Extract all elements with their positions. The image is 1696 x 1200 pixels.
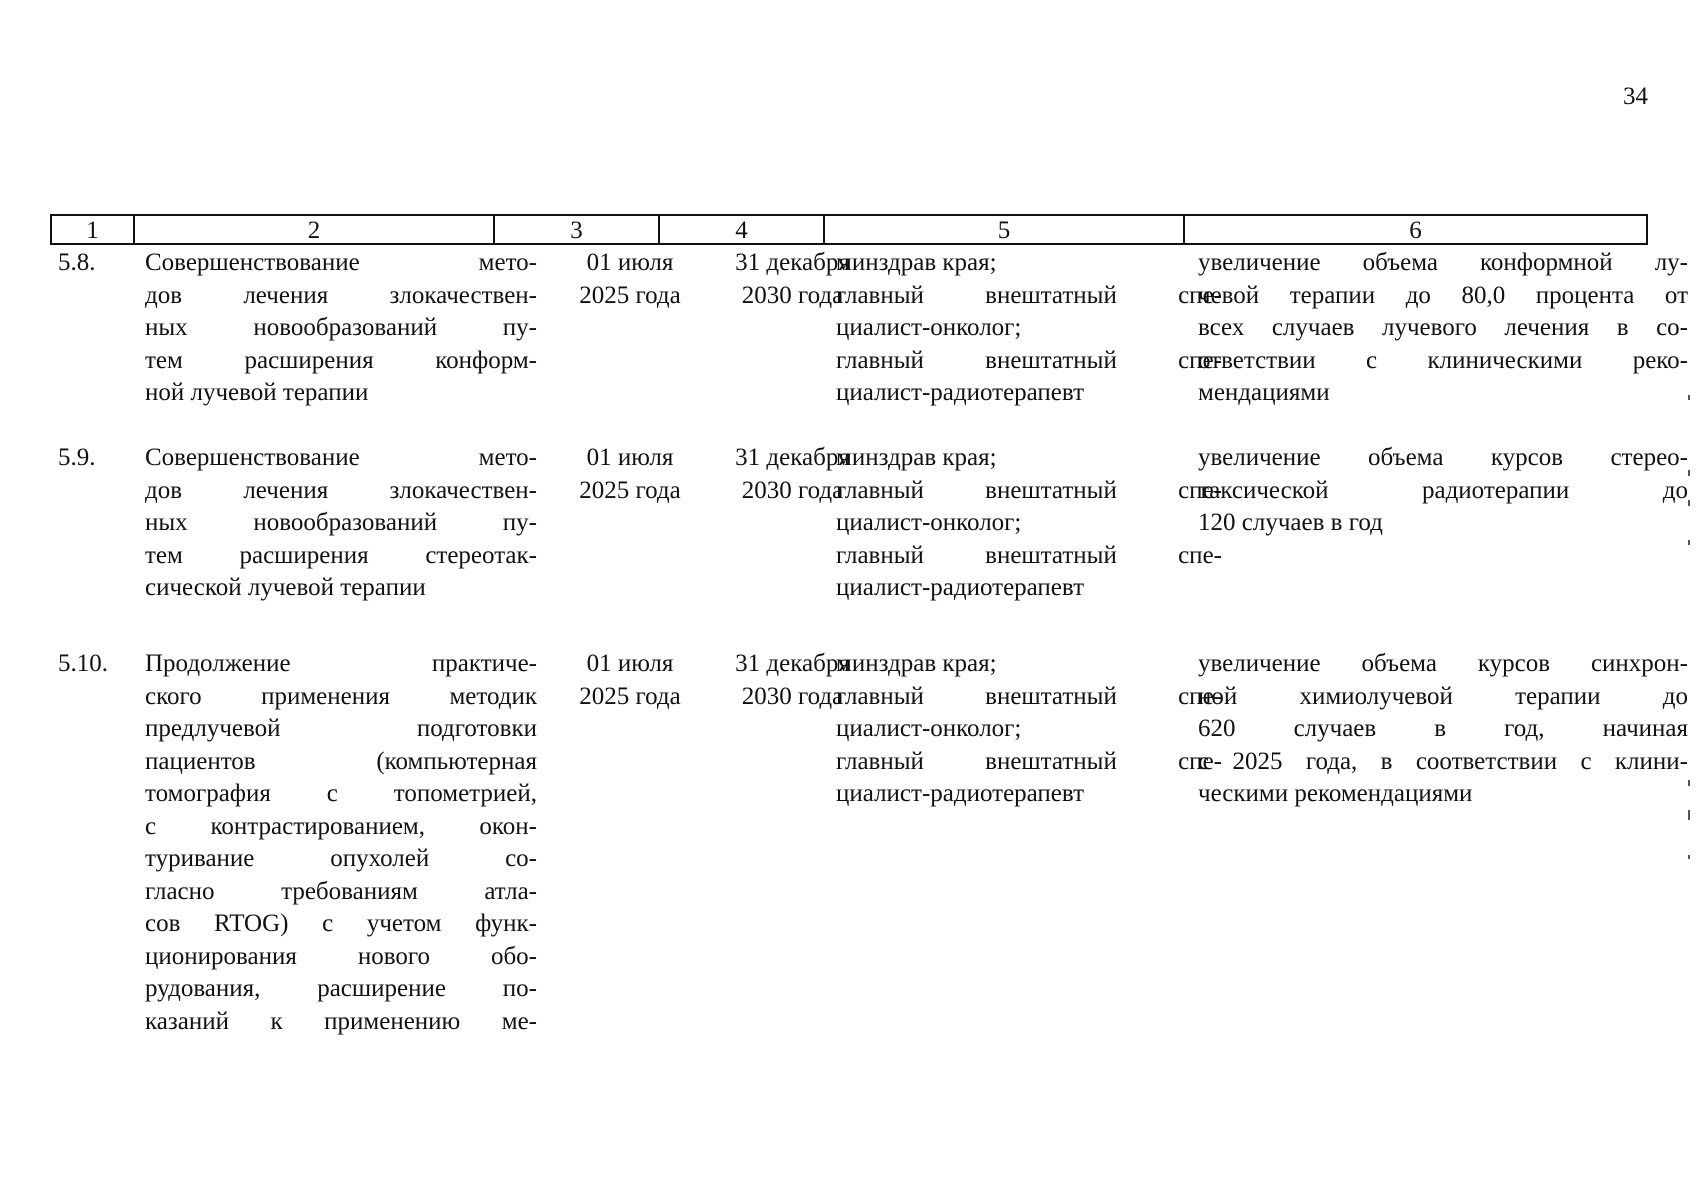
responsible-executors <box>836 648 1222 811</box>
responsible-line: циалист-радиотерапевт <box>836 379 1085 406</box>
scan-mark <box>1688 780 1690 786</box>
activity-name-line: томография с топометрией, <box>145 780 537 807</box>
expected-result <box>1198 247 1688 410</box>
scan-mark <box>1688 855 1690 859</box>
header-col-3: 3 <box>495 216 660 243</box>
end-date-line: 2030 года <box>741 682 844 710</box>
row-number: 5.8. <box>58 249 96 276</box>
result-line: 120 случаев в год <box>1198 509 1383 536</box>
page-number: 34 <box>1623 83 1648 110</box>
header-col-5: 5 <box>825 216 1185 243</box>
responsible-line: главный внештатный спе- <box>836 541 1222 569</box>
scan-mark <box>1688 500 1690 506</box>
activity-name-line: ных новообразований пу- <box>145 314 537 341</box>
activity-name-line: Совершенствование мето- <box>145 444 537 471</box>
responsible-line: главный внештатный спе- <box>836 281 1222 309</box>
activity-name-line: Совершенствование мето- <box>145 249 537 276</box>
responsible-line: минздрав края; <box>836 650 997 677</box>
row-number: 5.9. <box>58 444 96 471</box>
activity-name-line: гласно требованиям атла- <box>145 877 537 905</box>
responsible-executors <box>836 442 1222 605</box>
start-date-line: 01 июля <box>586 249 674 276</box>
responsible-line: циалист-радиотерапевт <box>836 574 1085 601</box>
responsible-line: главный внештатный спе- <box>836 476 1222 504</box>
activity-name-line: ционирования нового обо- <box>145 942 537 970</box>
result-line: увеличение объема курсов стерео- <box>1198 444 1688 471</box>
end-date-line: 2030 года <box>741 281 844 309</box>
result-line: всех случаев лучевого лечения в со- <box>1198 314 1688 341</box>
responsible-executors <box>836 247 1222 410</box>
start-date <box>555 442 705 507</box>
scan-mark <box>1688 470 1690 476</box>
end-date-line: 31 декабря <box>735 650 850 677</box>
end-date-line: 31 декабря <box>735 444 850 471</box>
responsible-line: минздрав края; <box>836 249 997 276</box>
activity-name-line: дов лечения злокачествен- <box>145 476 537 504</box>
activity-name-line: ной лучевой терапии <box>145 379 369 406</box>
activity-name-line: казаний к применению ме- <box>145 1007 537 1035</box>
header-col-2: 2 <box>135 216 495 243</box>
header-col-1: 1 <box>52 216 135 243</box>
expected-result <box>1198 648 1688 811</box>
scan-mark <box>1688 540 1690 545</box>
responsible-line: главный внештатный спе- <box>836 346 1222 374</box>
row-number: 5.10. <box>58 650 108 677</box>
result-line: мендациями <box>1198 379 1330 406</box>
result-line: таксической радиотерапии до <box>1198 476 1688 504</box>
activity-name-line: рудования, расширение по- <box>145 975 537 1002</box>
activity-name-line: пациентов (компьютерная <box>145 747 537 775</box>
activity-name-line: сов RTOG) с учетом функ- <box>145 910 537 937</box>
responsible-line: циалист-радиотерапевт <box>836 780 1085 807</box>
activity-name-line: Продолжение практиче- <box>145 650 537 677</box>
activity-name-line: туривание опухолей со- <box>145 845 537 872</box>
table-header-row <box>50 214 1648 245</box>
activity-name <box>145 648 537 1038</box>
start-date-line: 2025 года <box>579 281 681 309</box>
scan-mark <box>1688 810 1690 820</box>
end-date-line: 31 декабря <box>735 249 850 276</box>
activity-name-line: тем расширения конформ- <box>145 346 537 374</box>
activity-name-line: тем расширения стереотак- <box>145 541 537 569</box>
start-date <box>555 648 705 713</box>
activity-name-line: ных новообразований пу- <box>145 509 537 536</box>
activity-name-line: предлучевой подготовки <box>145 715 537 742</box>
start-date-line: 01 июля <box>586 650 674 677</box>
activity-name-line: дов лечения злокачествен- <box>145 281 537 309</box>
start-date-line: 01 июля <box>586 444 674 471</box>
result-line: ной химиолучевой терапии до <box>1198 682 1688 710</box>
responsible-line: главный внештатный спе- <box>836 747 1222 775</box>
result-line: увеличение объема курсов синхрон- <box>1198 650 1688 677</box>
scan-mark <box>1688 395 1690 400</box>
activity-name <box>145 247 537 410</box>
responsible-line: циалист-онколог; <box>836 509 1022 536</box>
start-date-line: 2025 года <box>579 476 681 504</box>
result-line: с 2025 года, в соответствии с клини- <box>1198 747 1688 775</box>
end-date-line: 2030 года <box>741 476 844 504</box>
activity-name-line: сической лучевой терапии <box>145 574 426 601</box>
start-date-line: 2025 года <box>579 682 681 710</box>
result-line: увеличение объема конформной лу- <box>1198 249 1688 276</box>
responsible-line: циалист-онколог; <box>836 715 1022 742</box>
result-line: ответствии с клиническими реко- <box>1198 346 1688 374</box>
result-line: 620 случаев в год, начиная <box>1198 715 1688 742</box>
activity-name-line: ского применения методик <box>145 682 537 710</box>
result-line: ческими рекомендациями <box>1198 780 1473 807</box>
responsible-line: главный внештатный спе- <box>836 682 1222 710</box>
responsible-line: минздрав края; <box>836 444 997 471</box>
start-date <box>555 247 705 312</box>
result-line: чевой терапии до 80,0 процента от <box>1198 281 1688 309</box>
header-col-4: 4 <box>660 216 825 243</box>
activity-name <box>145 442 537 605</box>
responsible-line: циалист-онколог; <box>836 314 1022 341</box>
expected-result <box>1198 442 1688 540</box>
header-col-6: 6 <box>1409 217 1422 244</box>
activity-name-line: с контрастированием, окон- <box>145 812 537 840</box>
